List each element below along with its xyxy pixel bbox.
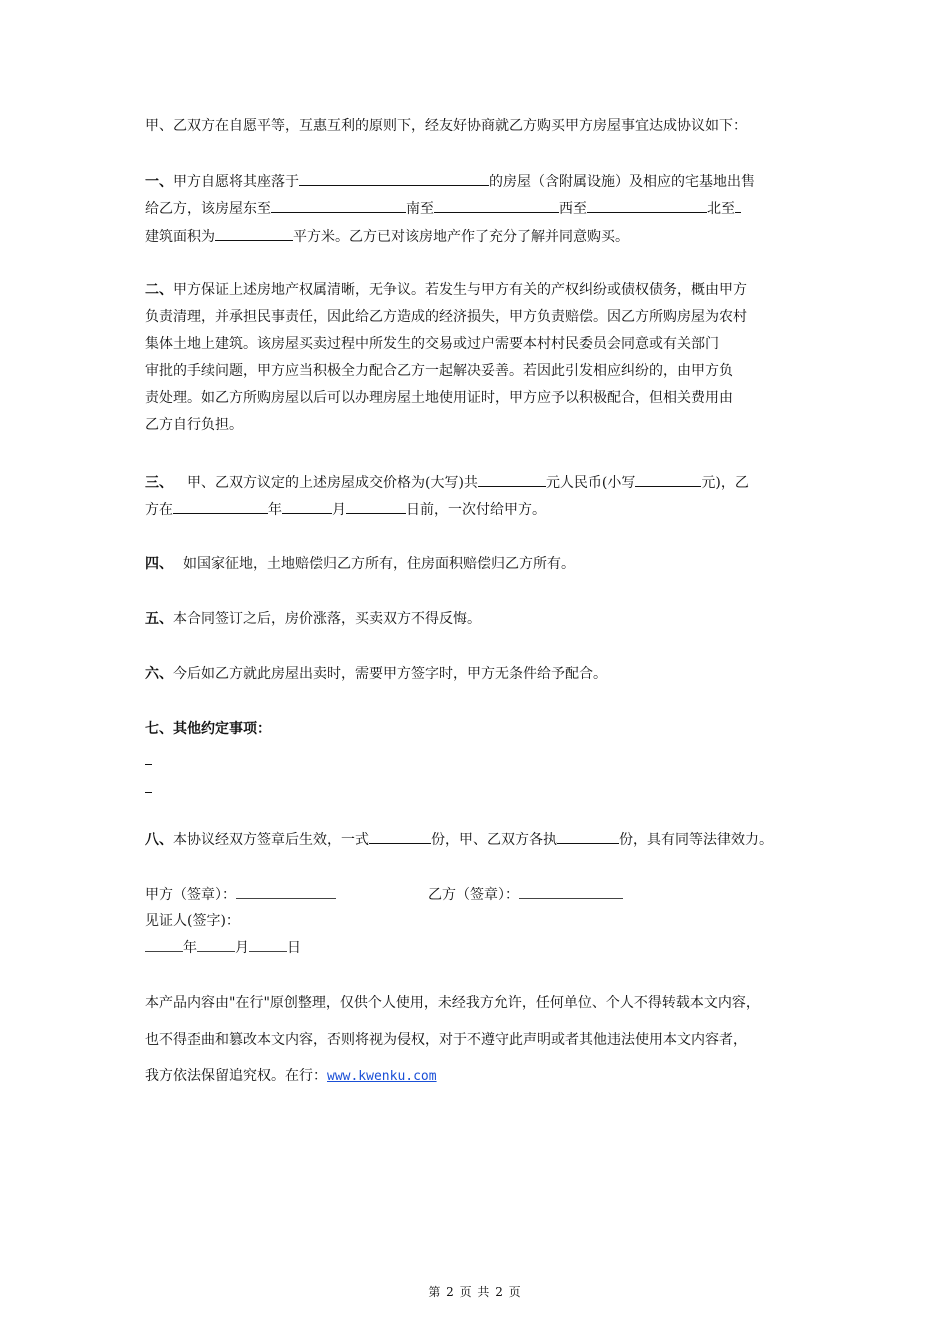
clause-2-line-4: 审批的手续问题，甲方应当积极全力配合乙方一起解决妥善。若因此引发相应纠纷的，由甲方负 [145, 363, 733, 379]
clause-2-number: 二、 [145, 282, 173, 298]
clause-1-text-g: 建筑面积为 [145, 229, 215, 245]
copies-each-blank[interactable] [557, 829, 619, 844]
page-number-footer: 第 2 页 共 2 页 [428, 1285, 522, 1299]
clause-6-number: 六、 [145, 666, 173, 682]
clause-2-text-1: 甲方保证上述房地产权属清晰，无争议。若发生与甲方有关的产权纠纷或债权债务，概由甲方 [173, 282, 747, 298]
clause-1-line-2 [145, 198, 825, 219]
sign-year-blank[interactable] [145, 937, 183, 952]
clause-4-number: 四、 [145, 556, 173, 572]
notice-line-1: 本产品内容由"在行"原创整理，仅供个人使用，未经我方允许，任何单位、个人不得转载本文内容， [145, 995, 760, 1011]
date-row [145, 937, 825, 958]
south-boundary-blank[interactable] [434, 198, 559, 213]
clause-1-number: 一、 [145, 174, 173, 190]
clause-6 [145, 664, 825, 684]
clause-3-text-c: 元)，乙 [701, 475, 749, 491]
party-b-signature-label: 乙方（签章）： [428, 887, 519, 903]
clause-3-text-b: 元人民币(小写 [545, 475, 636, 491]
clause-1-text-h: 平方米。乙方已对该房地产作了充分了解并同意购买。 [293, 229, 629, 245]
party-b-signature-blank[interactable] [519, 884, 623, 899]
clause-1-line-3 [145, 226, 825, 247]
sign-day-label: 日 [287, 940, 301, 956]
east-boundary-blank[interactable] [271, 198, 406, 213]
clause-3-text-f: 月 [332, 502, 346, 518]
clause-1-text-c: 给乙方，该房屋东至 [145, 201, 271, 217]
sign-year-label: 年 [183, 940, 197, 956]
witness-label: 见证人(签字)： [145, 913, 240, 929]
clause-3-text-g: 日前，一次付给甲方。 [406, 502, 546, 518]
sign-month-blank[interactable] [197, 937, 235, 952]
clause-3-number: 三、 [145, 475, 173, 491]
clause-4-text: 如国家征地，土地赔偿归乙方所有，住房面积赔偿归乙方所有。 [183, 556, 575, 572]
clause-2-line-2: 负责清理，并承担民事责任，因此给乙方造成的经济损失，甲方负责赔偿。因乙方所购房屋为农村 [145, 309, 747, 325]
copies-total-blank[interactable] [369, 829, 431, 844]
clause-1-text-f: 北至 [707, 201, 735, 217]
notice-line-3 [145, 1066, 825, 1087]
clause-1-line-1 [145, 171, 825, 192]
north-boundary-blank[interactable] [735, 198, 741, 213]
party-a-signature-blank[interactable] [236, 884, 336, 899]
clause-5-number: 五、 [145, 611, 173, 627]
clause-7-title: 七、其他约定事项： [145, 721, 271, 737]
intro-paragraph: 甲、乙双方在自愿平等，互惠互利的原则下，经友好协商就乙方购买甲方房屋事宜达成协议如下： [145, 118, 747, 134]
clause-3-text-d: 方在 [145, 502, 173, 518]
clause-8-text-c: 份，具有同等法律效力。 [619, 832, 773, 848]
sign-day-blank[interactable] [249, 937, 287, 952]
clause-4 [145, 554, 825, 574]
payment-month-blank[interactable] [282, 499, 332, 514]
payment-day-blank[interactable] [346, 499, 406, 514]
notice-line-2: 也不得歪曲和篡改本文内容，否则将视为侵权，对于不遵守此声明或者其他违法使用本文内容者， [145, 1032, 747, 1048]
clause-3-text-a: 甲、乙双方议定的上述房屋成交价格为(大写)共 [187, 475, 478, 491]
clause-2-line-6: 乙方自行负担。 [145, 417, 243, 433]
clause-2-line-3: 集体土地上建筑。该房屋买卖过程中所发生的交易或过户需要本村村民委员会同意或有关部门 [145, 336, 719, 352]
clause-8 [145, 829, 825, 850]
price-words-blank[interactable] [478, 472, 546, 487]
clause-3-line-1 [145, 472, 825, 493]
clause-8-text-a: 本协议经双方签章后生效，一式 [173, 832, 369, 848]
location-blank[interactable] [299, 171, 489, 186]
sign-month-label: 月 [235, 940, 249, 956]
party-a-signature-label: 甲方（签章）： [145, 887, 236, 903]
clause-3-line-2 [145, 499, 825, 520]
price-numeric-blank[interactable] [635, 472, 701, 487]
clause-8-text-b: 份，甲、乙双方各执 [431, 832, 557, 848]
clause-2-line-5: 责处理。如乙方所购房屋以后可以办理房屋土地使用证时，甲方应予以积极配合，但相关费用由 [145, 390, 733, 406]
clause-1-text-d: 南至 [406, 201, 434, 217]
clause-5 [145, 609, 825, 629]
area-blank[interactable] [215, 226, 293, 241]
clause-3-text-e: 年 [268, 502, 282, 518]
clause-2-line-1 [145, 280, 825, 300]
notice-line-3-text: 我方依法保留追究权。在行： [145, 1068, 327, 1084]
clause-1-text-b: 的房屋（含附属设施）及相应的宅基地出售 [489, 174, 755, 190]
clause-5-text: 本合同签订之后，房价涨落，买卖双方不得反悔。 [173, 611, 481, 627]
clause-8-number: 八、 [145, 832, 173, 848]
signature-row [145, 884, 825, 905]
clause-7-blank-1[interactable] [145, 750, 825, 771]
clause-6-text: 今后如乙方就此房屋出卖时，需要甲方签字时，甲方无条件给予配合。 [173, 666, 607, 682]
west-boundary-blank[interactable] [587, 198, 707, 213]
clause-1-text-a: 甲方自愿将其座落于 [173, 174, 299, 190]
payment-year-blank[interactable] [173, 499, 268, 514]
website-link[interactable]: www.kwenku.com [327, 1069, 437, 1084]
clause-7-blank-2[interactable] [145, 778, 825, 799]
clause-1-text-e: 西至 [559, 201, 587, 217]
